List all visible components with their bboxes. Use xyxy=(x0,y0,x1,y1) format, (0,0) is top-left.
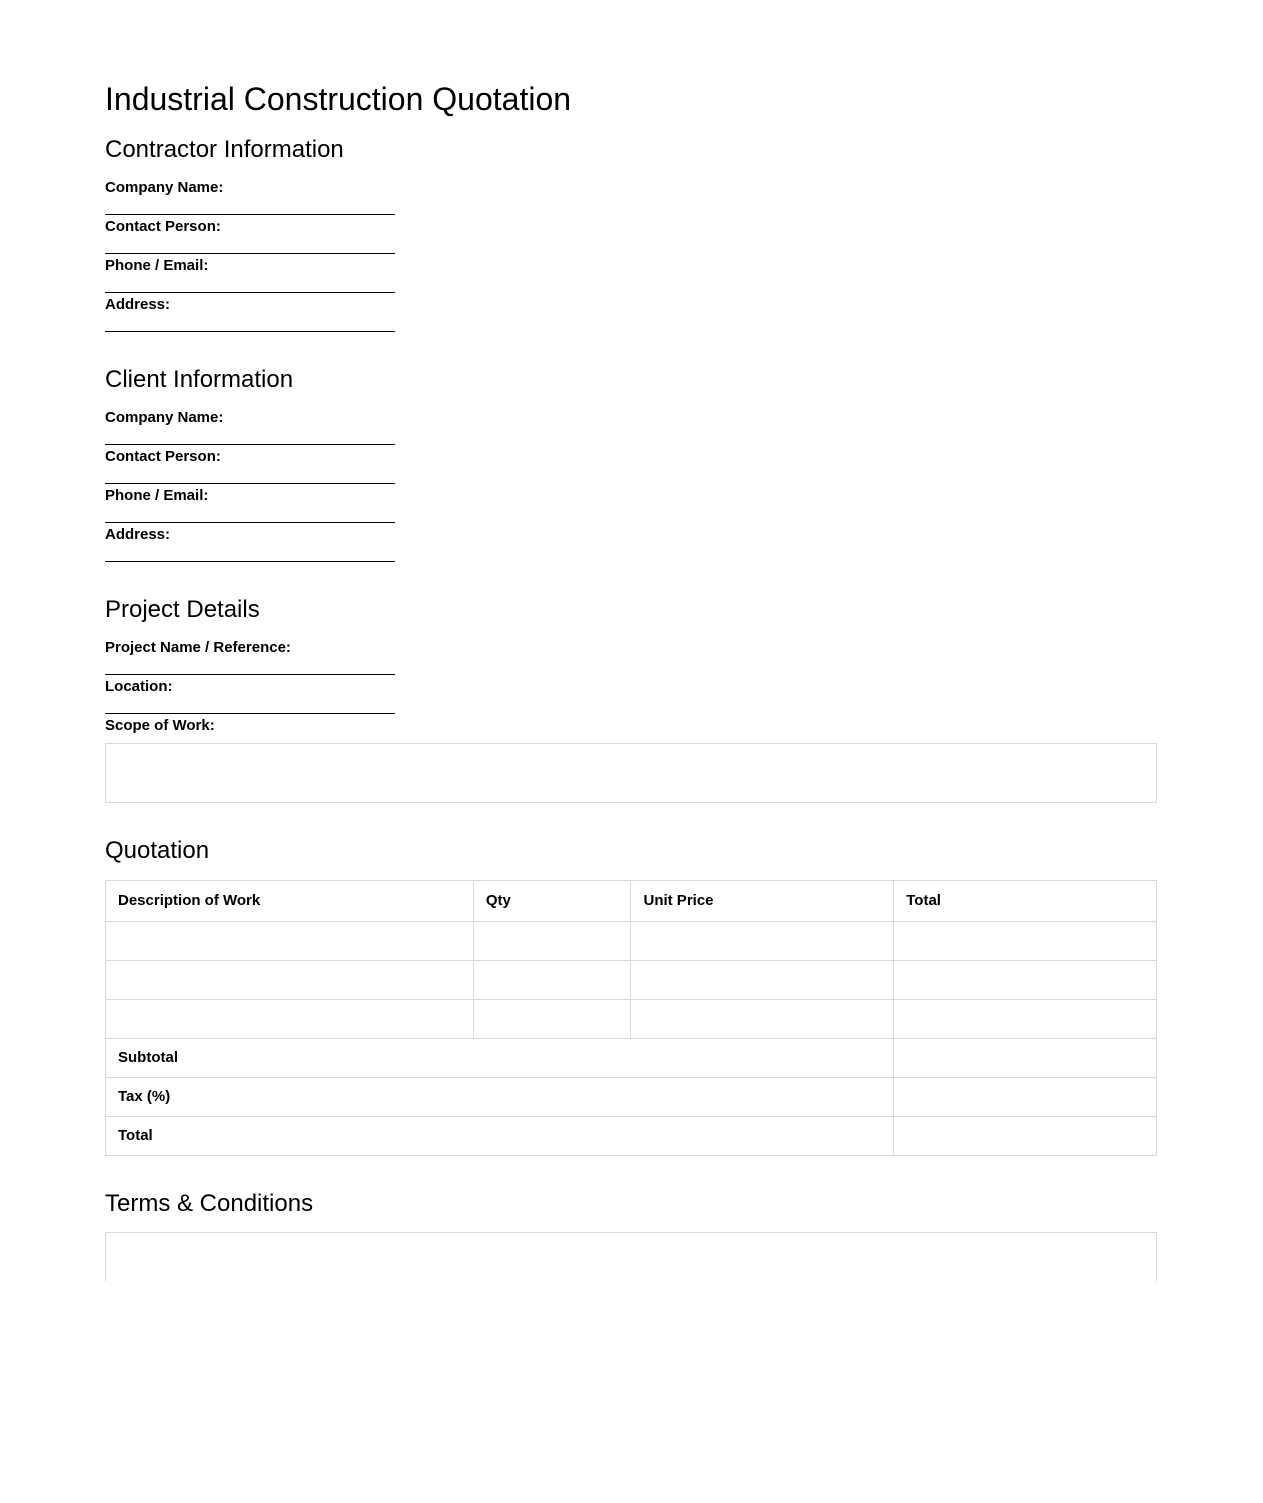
client-address-input-line[interactable] xyxy=(105,544,395,562)
client-contact-person-field xyxy=(105,448,1157,484)
total-label: Total xyxy=(106,1116,894,1155)
quotation-table xyxy=(105,880,1157,1156)
section-project-details xyxy=(105,596,1157,803)
project-name-reference-field xyxy=(105,639,1157,675)
contractor-section-heading: Contractor Information xyxy=(105,136,344,164)
item-2-description-cell[interactable] xyxy=(106,960,474,999)
subtotal-value-cell[interactable] xyxy=(894,1038,1157,1077)
terms-conditions-textarea[interactable] xyxy=(105,1232,1157,1281)
item-2-qty-cell[interactable] xyxy=(473,960,631,999)
terms-section-heading: Terms & Conditions xyxy=(105,1189,314,1217)
client-company-name-field xyxy=(105,409,1157,445)
contractor-phone-email-label: Phone / Email: xyxy=(105,257,209,275)
section-client-information xyxy=(105,366,1157,562)
tax-label: Tax (%) xyxy=(106,1077,894,1116)
contractor-address-input-line[interactable] xyxy=(105,314,395,332)
page-title: Industrial Construction Quotation xyxy=(105,81,572,117)
client-phone-email-label: Phone / Email: xyxy=(105,486,209,504)
item-1-description-cell[interactable] xyxy=(106,921,474,960)
column-header-qty: Qty xyxy=(473,880,631,921)
column-header-total: Total xyxy=(894,880,1157,921)
quotation-table-header-row xyxy=(106,880,1157,921)
item-2-total-cell[interactable] xyxy=(894,960,1157,999)
total-row xyxy=(106,1116,1157,1155)
section-quotation xyxy=(105,837,1157,1156)
section-contractor-information xyxy=(105,136,1157,332)
item-1-total-cell[interactable] xyxy=(894,921,1157,960)
item-3-total-cell[interactable] xyxy=(894,999,1157,1038)
subtotal-label: Subtotal xyxy=(106,1038,894,1077)
item-3-description-cell[interactable] xyxy=(106,999,474,1038)
item-3-unit-price-cell[interactable] xyxy=(631,999,894,1038)
project-section-heading: Project Details xyxy=(105,595,260,623)
tax-row xyxy=(106,1077,1157,1116)
scope-of-work-textarea[interactable] xyxy=(105,743,1157,803)
contractor-address-label: Address: xyxy=(105,296,171,314)
quotation-section-heading: Quotation xyxy=(105,836,210,864)
section-terms-conditions xyxy=(105,1190,1157,1282)
client-phone-email-field xyxy=(105,487,1157,523)
item-1-qty-cell[interactable] xyxy=(473,921,631,960)
quotation-item-row-3 xyxy=(106,999,1157,1038)
item-1-unit-price-cell[interactable] xyxy=(631,921,894,960)
subtotal-row xyxy=(106,1038,1157,1077)
project-name-reference-input-line[interactable] xyxy=(105,657,395,675)
contractor-phone-email-field xyxy=(105,257,1157,293)
quotation-item-row-2 xyxy=(106,960,1157,999)
client-address-field xyxy=(105,526,1157,562)
scope-of-work-label: Scope of Work: xyxy=(105,716,215,734)
project-location-input-line[interactable] xyxy=(105,696,395,714)
item-3-qty-cell[interactable] xyxy=(473,999,631,1038)
client-section-heading: Client Information xyxy=(105,366,294,394)
quotation-item-row-1 xyxy=(106,921,1157,960)
column-header-unit-price: Unit Price xyxy=(631,880,894,921)
project-name-reference-label: Project Name / Reference: xyxy=(105,638,291,656)
item-2-unit-price-cell[interactable] xyxy=(631,960,894,999)
client-company-name-label: Company Name: xyxy=(105,408,224,426)
project-location-field xyxy=(105,678,1157,714)
tax-value-cell[interactable] xyxy=(894,1077,1157,1116)
contractor-company-name-field xyxy=(105,179,1157,215)
client-contact-person-label: Contact Person: xyxy=(105,447,221,465)
contractor-phone-email-input-line[interactable] xyxy=(105,275,395,293)
project-location-label: Location: xyxy=(105,677,173,695)
client-company-name-input-line[interactable] xyxy=(105,427,395,445)
contractor-contact-person-label: Contact Person: xyxy=(105,218,221,236)
column-header-description: Description of Work xyxy=(106,880,474,921)
client-contact-person-input-line[interactable] xyxy=(105,466,395,484)
contractor-address-field xyxy=(105,296,1157,332)
total-value-cell[interactable] xyxy=(894,1116,1157,1155)
client-phone-email-input-line[interactable] xyxy=(105,505,395,523)
contractor-company-name-input-line[interactable] xyxy=(105,197,395,215)
contractor-company-name-label: Company Name: xyxy=(105,179,224,197)
contractor-contact-person-field xyxy=(105,218,1157,254)
client-address-label: Address: xyxy=(105,525,171,543)
contractor-contact-person-input-line[interactable] xyxy=(105,236,395,254)
